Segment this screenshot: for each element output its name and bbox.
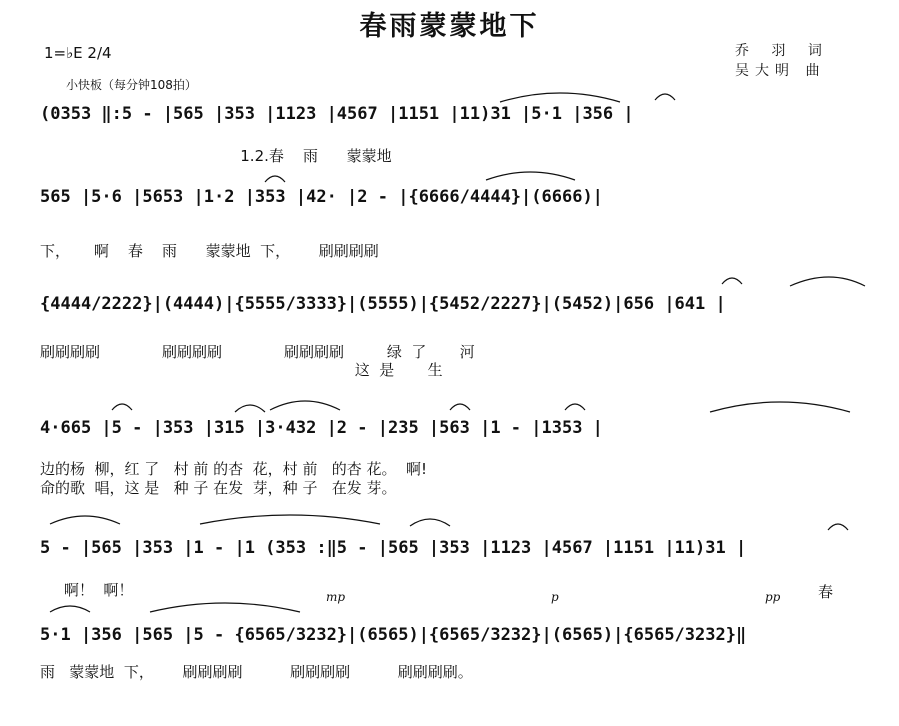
lyric-line: 啊！ 啊！ — [40, 581, 134, 599]
notation-line: {4444/2222}|(4444)|{5555/3333}|(5555)|{5452/2227}|(5452)|656 |641 | — [40, 294, 726, 314]
lyric-line: 刷刷刷刷 刷刷刷刷 刷刷刷刷 绿 了 河 — [40, 343, 475, 361]
composer-credit: 吴大明 曲 — [735, 63, 826, 79]
lyric-line: 雨 蒙蒙地 下， 刷刷刷刷 刷刷刷刷 刷刷刷刷。 — [40, 663, 473, 681]
lyric-word: 春 — [818, 583, 834, 601]
notation-line: 5 - |565 |353 |1 - |1 (353 :‖5 - |565 |353 |1123 |4567 |1151 |11)31 | — [40, 538, 747, 558]
dynamic-mark: p — [551, 590, 559, 604]
song-title: 春雨蒙蒙地下 — [359, 11, 540, 42]
lyric-line: 1.2.春 雨 蒙蒙地 — [40, 147, 392, 165]
lyric-line: 下， 啊 春 雨 蒙蒙地 下， 刷刷刷刷 — [40, 242, 379, 260]
notation-line: 4·665 |5 - |353 |315 |3·432 |2 - |235 |563 |1 - |1353 | — [40, 418, 603, 438]
dynamic-mark: pp — [765, 590, 781, 604]
tempo-marking: 小快板（每分钟108拍） — [66, 78, 197, 92]
lyric-line: 命的歌 唱，这 是 种 子 在发 芽，种 子 在发 芽。 — [40, 479, 397, 497]
lyric-line: 这 是 生 — [40, 361, 443, 379]
lyricist-credit: 乔 羽 词 — [735, 43, 831, 59]
notation-line: 565 |5·6 |5653 |1·2 |353 |42· |2 - |{6666/4444}|(6666)| — [40, 187, 603, 207]
key-signature: 1=♭E 2/4 — [44, 44, 112, 62]
dynamic-mark: mp — [326, 590, 346, 604]
notation-line: 5·1 |356 |565 |5 - {6565/3232}|(6565)|{6565/3232}|(6565)|{6565/3232}‖ — [40, 625, 747, 645]
lyric-line: 边的杨 柳，红 了 村 前 的杏 花，村 前 的杏 花。 啊! — [40, 460, 428, 478]
notation-line: (0353 ‖:5 - |565 |353 |1123 |4567 |1151 |11)31 |5·1 |356 | — [40, 104, 634, 124]
